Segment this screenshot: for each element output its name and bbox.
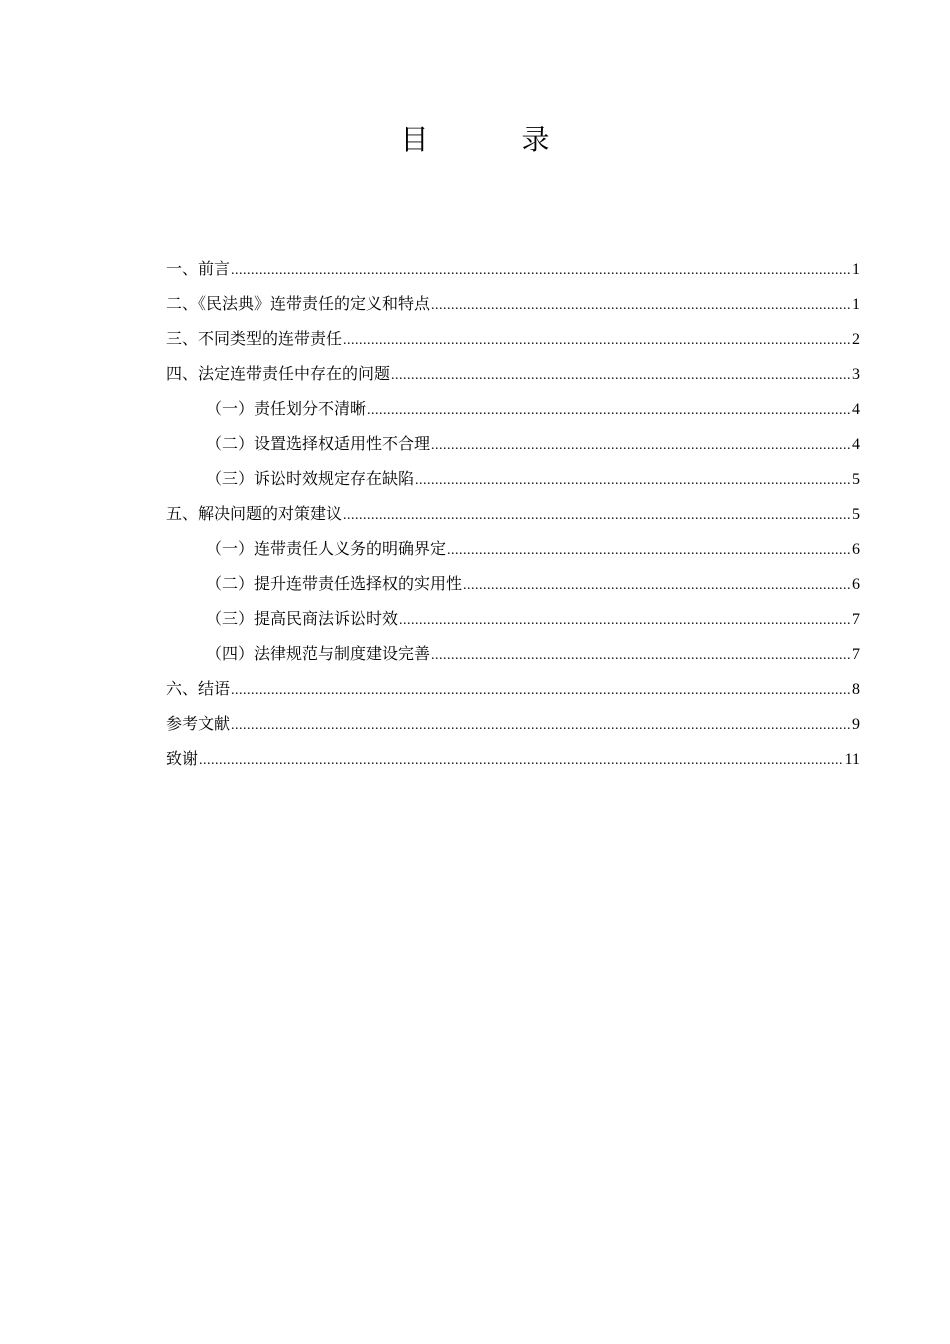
toc-page-number: 1 xyxy=(852,261,860,278)
toc-entry-text: （二）提升连带责任选择权的实用性 xyxy=(206,574,463,593)
toc-dot-leader xyxy=(431,428,851,463)
toc-dot-leader xyxy=(463,568,851,603)
toc-page-number: 8 xyxy=(852,681,860,698)
toc-page-number: 11 xyxy=(844,751,860,768)
toc-dot-leader xyxy=(399,603,851,638)
toc-page-number: 4 xyxy=(852,436,860,453)
toc-dot-leader xyxy=(343,498,851,533)
toc-entry-text: （一）连带责任人义务的明确界定 xyxy=(206,539,447,558)
toc-page-number: 6 xyxy=(852,576,860,593)
toc-dot-leader xyxy=(231,673,851,708)
toc-entry[interactable] xyxy=(166,321,860,356)
toc-page-number: 9 xyxy=(852,716,860,733)
toc-dot-leader xyxy=(343,323,851,358)
toc-entry-text: （三）诉讼时效规定存在缺陷 xyxy=(206,469,415,488)
toc-subentry[interactable] xyxy=(166,461,860,496)
toc-page-number: 2 xyxy=(852,331,860,348)
toc-entry[interactable] xyxy=(166,741,860,776)
toc-entry-text: （二）设置选择权适用性不合理 xyxy=(206,434,431,453)
toc-dot-leader xyxy=(231,708,851,743)
toc-entry-text: 一、前言 xyxy=(166,259,231,278)
toc-entry-text: 三、不同类型的连带责任 xyxy=(166,329,343,348)
toc-dot-leader xyxy=(447,533,851,568)
toc-dot-leader xyxy=(391,358,851,393)
toc-entry-text: 四、法定连带责任中存在的问题 xyxy=(166,364,391,383)
toc-page-number: 5 xyxy=(852,506,860,523)
toc-entry-text: （一）责任划分不清晰 xyxy=(206,399,367,418)
toc-subentry[interactable] xyxy=(166,601,860,636)
toc-subentry[interactable] xyxy=(166,426,860,461)
toc-entry-text: 参考文献 xyxy=(166,714,231,733)
toc-page-number: 1 xyxy=(852,296,860,313)
toc-entry-text: （四）法律规范与制度建设完善 xyxy=(206,644,431,663)
toc-entry[interactable] xyxy=(166,496,860,531)
toc-page-number: 3 xyxy=(852,366,860,383)
toc-entry[interactable] xyxy=(166,706,860,741)
toc-dot-leader xyxy=(431,638,851,673)
toc-entry-text: （三）提高民商法诉讼时效 xyxy=(206,609,399,628)
toc-entry-text: 致谢 xyxy=(166,749,199,768)
toc-subentry[interactable] xyxy=(166,566,860,601)
toc-page-number: 6 xyxy=(852,541,860,558)
toc-entry-text: 五、解决问题的对策建议 xyxy=(166,504,343,523)
toc-entry-text: 六、结语 xyxy=(166,679,231,698)
toc-entry-text: 二、《民法典》连带责任的定义和特点 xyxy=(166,294,431,313)
toc-page-number: 4 xyxy=(852,401,860,418)
toc-dot-leader xyxy=(415,463,851,498)
toc-entry[interactable] xyxy=(166,356,860,391)
table-of-contents xyxy=(166,251,860,776)
page-title: 目 录 xyxy=(400,123,592,156)
toc-page-number: 5 xyxy=(852,471,860,488)
toc-dot-leader xyxy=(431,288,851,323)
toc-dot-leader xyxy=(199,743,844,778)
toc-entry[interactable] xyxy=(166,251,860,286)
toc-dot-leader xyxy=(367,393,851,428)
toc-subentry[interactable] xyxy=(166,531,860,566)
toc-entry[interactable] xyxy=(166,286,860,321)
toc-subentry[interactable] xyxy=(166,636,860,671)
toc-subentry[interactable] xyxy=(166,391,860,426)
toc-page-number: 7 xyxy=(852,611,860,628)
toc-dot-leader xyxy=(231,253,851,288)
toc-page-number: 7 xyxy=(852,646,860,663)
toc-entry[interactable] xyxy=(166,671,860,706)
